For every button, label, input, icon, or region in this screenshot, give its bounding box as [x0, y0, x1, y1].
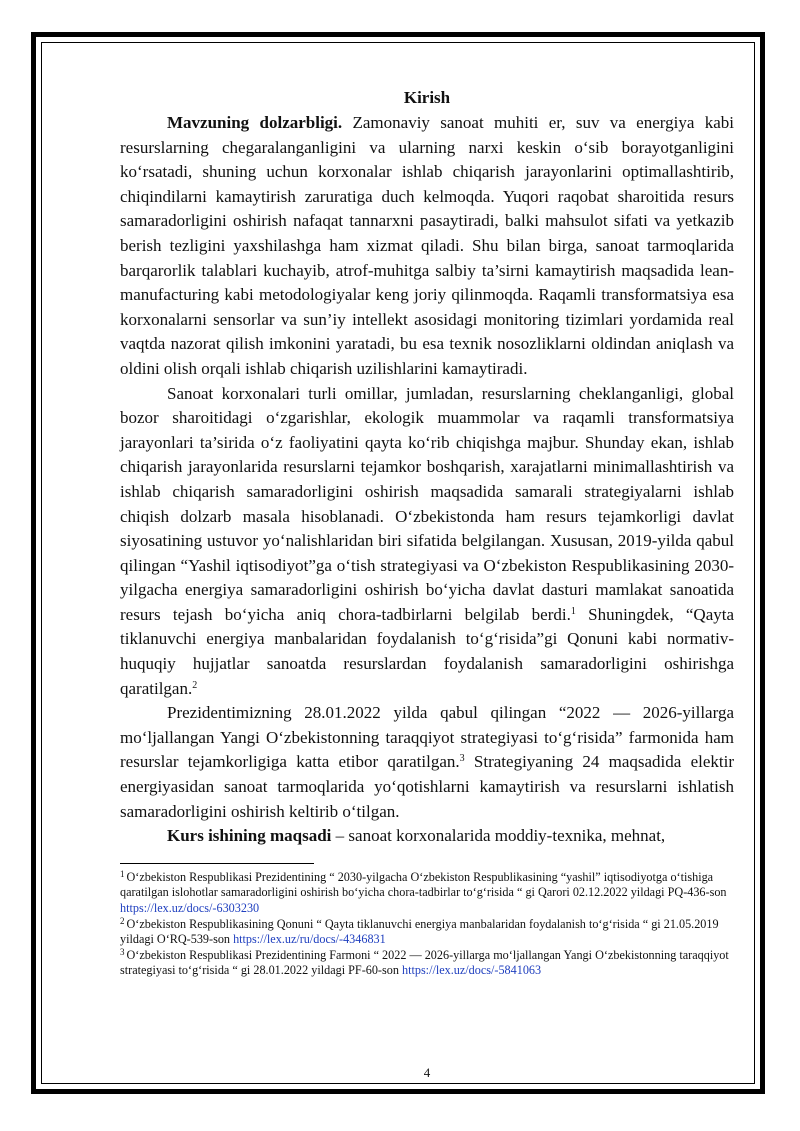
footnote-link[interactable]: https://lex.uz/docs/-6303230 [120, 901, 260, 915]
section-title: Kirish [403, 88, 451, 107]
footnote-mark: 2 [120, 915, 125, 926]
footnote-ref-3[interactable]: 3 [459, 753, 465, 765]
footnote-ref-2[interactable]: 2 [192, 679, 198, 691]
footnote-mark: 1 [120, 868, 125, 879]
paragraph-industrial-enterprises [120, 382, 734, 702]
footnote-3 [120, 948, 734, 979]
page-number: 4 [423, 1065, 431, 1080]
paragraph-course-goal [120, 824, 734, 849]
footnote-link[interactable]: https://lex.uz/ru/docs/-4346831 [233, 932, 386, 947]
paragraph-text: Shuningdek, “Qayta tiklanuvchi energiya manbalaridan foydalanish to‘g‘risida”gi Qonuni kabi normativ-huquqiy hujjatlar sanoatda resurslardan foydalanish samaradorligini oshirishga qaratilgan. [120, 604, 735, 698]
paragraph-relevance-heading: Mavzuning dolzarbligi. [167, 113, 343, 132]
paragraph-relevance-text: Zamonaviy sanoat muhiti er, suv va energiya kabi resurslarning chegaralanganligini va ularning narxi keskin o‘sib borayotganligini ko‘rsatadi, shuning uchun korxonalar ishlab chiqarish jarayonlarini optimallashtirib, chiqindilarni kamaytirish zaruratiga duch kelmoqda. Yuqori raqobat sharoitida resurs samaradorligini oshirish nafaqat tannarxni pasaytiradi, balki mahsulot sifati va yetkazib berish tezligini yaxshilashga ham xizmat qiladi. Shu bilan birga, sanoat tarmoqlarida barqarorlik talablari kuchayib, atrof-muhitga salbiy ta’sirni kamaytirish maqsadida lean-manufacturing kabi metodologiyalar keng joriy qilinmoqda. Raqamli transformatsiya esa korxonalarni sensorlar va sun’iy intellekt asosidagi monitoring tizimlari yordamida real vaqtda nazorat qilish imkonini yaratadi, bu esa texnik nosozliklarni oldindan aniqlash va oldini olish orqali ishlab chiqarish uzilishlarini kamaytiradi. [120, 113, 734, 378]
document-page [120, 84, 734, 1094]
paragraph-text: Prezidentimizning 28.01.2022 yilda qabul qilingan “2022 — 2026-yillarga mo‘ljallangan Yangi O‘zbekistonning taraqqiyot strategiyasi to‘g‘risida” farmonida ham resurslar tejamkorligiga katta etibor qaratilgan. [120, 703, 734, 772]
footnote-2 [120, 917, 734, 948]
footnote-separator [120, 863, 314, 864]
course-goal-heading: Kurs ishining maqsadi [167, 826, 332, 846]
footnote-text: O‘zbekiston Respublikasi Prezidentining “ 2030-yilgacha O‘zbekiston Respublikasining “yashil” iqtisodiyotga o‘tishiga qaratilgan islohotlar samaradorligini oshirish bo‘yicha chora-tadbirlar to‘g‘risida “ gi Qarori 02.12.2022 yildagi PQ-436-son [120, 869, 727, 900]
footnote-mark: 3 [120, 946, 125, 957]
paragraph-relevance [120, 111, 734, 382]
paragraph-text: Sanoat korxonalari turli omillar, jumladan, resurslarning cheklanganligi, global bozor sharoitidagi o‘zgarishlar, ekologik muammolar va raqamli transformatsiya jarayonlari ta’sirida o‘z faoliyatini qayta ko‘rib chiqishga majbur. Shunday ekan, ishlab chiqarish jarayonlarida resurslarni tejamkor boshqarish, xarajatlarni minimallashtirish va ishlab chiqarish samaradorligini oshirish maqsadida samarali strategiyalarni ishlab chiqish dolzarb masala hisoblanadi. O‘zbekistonda ham resurs tejamkorligi davlat siyosatining ustuvor yo‘nalishlaridan biri sifatida belgilangan. Xususan, 2019-yilda qabul qilingan “Yashil iqtisodiyot”ga o‘tish strategiyasi va O‘zbekiston Respublikasining 2030-yilgacha energiya samaradorligini oshirish bo‘yicha davlat dasturi mamlakat sanoatida resurs tejash bo‘yicha aniq chora-tadbirlarni belgilab berdi. [120, 383, 734, 624]
paragraph-presidential-decree [120, 701, 734, 824]
footnote-ref-1[interactable]: 1 [570, 605, 576, 617]
paragraph-text: – sanoat korxonalarida moddiy-texnika, mehnat, [331, 826, 666, 846]
footnote-link[interactable]: https://lex.uz/docs/-5841063 [401, 963, 542, 978]
footnote-text: O‘zbekiston Respublikasi Prezidentining Farmoni “ 2022 — 2026-yillarga mo‘ljallangan Yangi O‘zbekistonning taraqqiyot strategiyasi to‘g‘risida “ gi 28.01.2022 yildagi PF-60-son [120, 947, 729, 978]
footnote-1 [120, 870, 734, 917]
footnote-text: O‘zbekiston Respublikasining Qonuni “ Qayta tiklanuvchi energiya manbalaridan foydalanish to‘g‘risida “ gi 21.05.2019 yildagi O‘RQ-539-son [120, 916, 719, 947]
paragraph-text: Strategiyaning 24 maqsadida elektir energiyasidan sanoat tarmoqlarida yo‘qotishlarni kamaytirish va resurslarni ishlatish samaradorligini oshirish keltirib o‘tilgan. [120, 752, 734, 821]
